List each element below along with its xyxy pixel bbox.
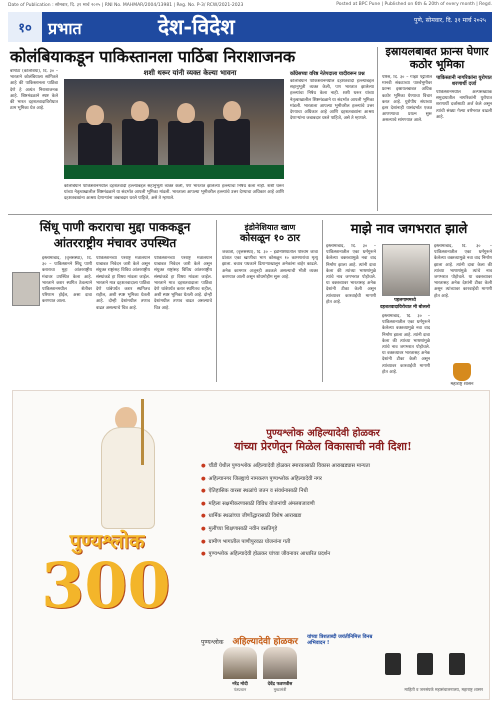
france-body: पॅरिस, दि. ३० – गाझा पट्टीतील मानवी संकटाच्या पार्श्वभूमीवर फ्रान्स इस्रायलबाबत अधिक कठोर भूमिका घेण्याचा विचार करत आहे. युरोपीय संघाच्या इतर देशांनाही यासंदर्भात एकत्र आणण्याचा प्रयत्न सुरू असल्याचे सांगण्यात आले. xyxy=(382,75,432,124)
banner-mid: अहिल्यादेवी होळकर xyxy=(232,637,298,647)
emblem-label: महाराष्ट्र शासन xyxy=(450,382,474,387)
section-title: देश-विदेश xyxy=(158,14,235,39)
colombia-dateline: बोगोटा (कोलंबिया), दि. ३० – भारताने कोलंबियाला सांगितले आहे की पाकिस्तानला पाठिंबा देणे हे अत्यंत निराशाजनक आहे. शिष्टमंडळाने स्पष्ट केले की भारत दहशतवादाविरोधात ठाम भूमिका घेत आहे. xyxy=(10,69,58,112)
ad-footer: माहिती व जनसंपर्क महासंचालनालय, महाराष्ट्र शासन xyxy=(404,687,483,692)
colombia-body-right: कोलंबियाने पाकिस्तानमधील दहशतवादी हल्ल्यांबद्दल सहानुभूती व्यक्त केली, पण भारतात झालेल्या हल्ल्यांचा निषेध केला नाही. शशी थरूर यांच्या नेतृत्वाखालील शिष्टमंडळाने या संदर्भात आपली भूमिका मांडली. भारताला आपल्या भूमीवरील हल्ल्यांचे उत्तर देण्याचा अधिकार आहे आणि दहशतवाद्यांना आश्रय देणाऱ्यांना जबाबदार धरले पाहिजे, असे ते म्हणाले. xyxy=(290,79,374,122)
sindhu-body-1: पाकिस्तानच्या परराष्ट्र मंत्रालयाने याबाबत निवेदन जारी केले असून संयुक्त राष्ट्रांसह विविध आंतरराष्ट्रीय संस्थांकडे हा विषय मांडला जाईल. भारताने मात्र दहशतवादाला पाठिंबा देणे थांबेपर्यंत करार स्थगितच राहील, अशी स्पष्ट भूमिका घेतली आहे. दोन्ही देशांमधील तणाव वाढत असल्याचे चित्र आहे. xyxy=(96,256,150,311)
mazhe-caption-label: पहलगाममध्ये xyxy=(394,298,416,303)
france-sub-body: पाकिस्तानमधील अल्पसंख्याक समुदायातील नागरिकांनी युरोपात शरणार्थी दर्जासाठी अर्ज केले असून त्यांची संख्या गेल्या वर्षभरात वाढली आहे. xyxy=(436,90,492,120)
france-headline: इस्रायलबाबत फ्रान्स घेणार कठोर भूमिका xyxy=(385,45,489,71)
banner-right: यांच्या त्रिशताब्दी जयंतीनिमित्त विनम्र अभिवादन ! xyxy=(307,633,373,646)
colombia-lead-right: काँग्रेसच्या वरिष्ठ नेतेपदाला यादीवरून प्रश्न xyxy=(290,71,365,77)
ad-banner xyxy=(201,629,483,647)
sindhu-dateline: इस्लामाबाद, (वृत्तसंस्था), दि. ३० – पाकिस्तानने सिंधू पाणी कराराचा मुद्दा आंतरराष्ट्रीय मंचावर उपस्थित केला आहे. भारताने करार स्थगित ठेवल्याने पाकिस्तानमधील शेतीवर परिणाम होईल, असा दावा करण्यात आला. xyxy=(42,256,92,305)
mazhe-body-2: इस्लामाबाद, दि. ३० – पाकिस्तानातील एका धर्मगुरूने केलेल्या वक्तव्यामुळे नवा वाद निर्माण झाला आहे. त्यांनी दावा केला की त्यांच्या भाषणांमुळे त्यांचे नाव जगभरात पोहोचले. या वक्तव्यावर भारतासह अनेक देशांनी टीका केली असून त्यांच्यावर कारवाईची मागणी होत आहे. xyxy=(382,314,430,375)
booklet-thumbnail xyxy=(449,653,465,675)
list-item: ● चौंडी येथील पुण्यश्लोक अहिल्यादेवी होळकर स्मारकासाठी विकास आराखड्यास मान्यता xyxy=(201,463,370,469)
leader-1-photo xyxy=(223,647,257,679)
list-item: ● धार्मिक स्थळांच्या जीर्णोद्धारासाठी विशेष आराखडा xyxy=(201,513,302,520)
leader-1-name: नरेंद्र मोदी xyxy=(232,682,248,687)
list-item: ● ग्रामीण भागातील पाणीपुरवठा योजनांना गती xyxy=(201,538,291,545)
achievements-list xyxy=(201,463,479,558)
column-divider xyxy=(377,47,378,211)
delegation-photo xyxy=(64,79,284,179)
leader-2-photo xyxy=(263,647,297,679)
ad-title-2: यांच्या प्रेरणेतून मिळेल विकासाची नवी दिशा! xyxy=(234,440,412,453)
logo-word: पुण्यश्लोक xyxy=(69,529,145,553)
banner-left: पुण्यश्लोक xyxy=(201,639,224,646)
column-divider xyxy=(216,220,217,382)
official-portrait xyxy=(12,272,40,306)
booklet-thumbnail xyxy=(417,653,433,675)
masthead xyxy=(8,12,492,42)
booklet-thumbnail xyxy=(385,653,401,675)
ad-title-1: पुण्यश्लोक अहिल्यादेवी होळकर xyxy=(266,428,380,439)
list-item: ● महिला सक्षमीकरणासाठी विविध योजनांची अंमलबजावणी xyxy=(201,500,315,507)
column-divider xyxy=(322,220,323,382)
mazhe-body-3: इस्लामाबाद, दि. ३० – पाकिस्तानातील एका धर्मगुरूने केलेल्या वक्तव्यामुळे नवा वाद निर्माण झाला आहे. त्यांनी दावा केला की त्यांच्या भाषणांमुळे त्यांचे नाव जगभरात पोहोचले. या वक्तव्यावर भारतासह अनेक देशांनी टीका केली असून त्यांच्यावर कारवाईची मागणी होत आहे. xyxy=(434,244,492,299)
colombia-headline: कोलंबियाकडून पाकिस्तानला पाठिंबा निराशाजनक xyxy=(10,47,296,66)
ahilyadevi-illustration xyxy=(87,399,167,539)
government-advertisement xyxy=(12,382,490,700)
colombia-body-lower: कोलंबियाने पाकिस्तानमधील दहशतवादी हल्ल्यांबद्दल सहानुभूती व्यक्त केली, पण भारतात झालेल्या हल्ल्यांचा निषेध केला नाही. शशी थरूर यांच्या नेतृत्वाखालील शिष्टमंडळाने या संदर्भात आपली भूमिका मांडली. भारताला आपल्या भूमीवरील हल्ल्यांचे उत्तर देण्याचा अधिकार आहे आणि दहशतवाद्यांना आश्रय देणाऱ्यांना जबाबदार धरले पाहिजे, असे ते म्हणाले. xyxy=(64,184,284,202)
indonesia-body: जकार्ता, (वृत्तसंस्था), दि. ३० – इंडोनेशियातील पश्चिम जावा प्रांतात एका खाणीचा भाग कोसळून १० कामगारांचा मृत्यू झाला. बचाव पथकाने ढिगाऱ्याखालून अनेकांना बाहेर काढले. अनेक कामगार अजूनही अडकले असल्याची भीती व्यक्त करण्यात आली असून शोधमोहीम सुरू आहे. xyxy=(222,250,318,280)
sindhu-headline-1: सिंधू पाणी कराराचा मुद्दा पाककडून xyxy=(39,220,191,234)
issue-date: पुणे, सोमवार, दि. ३१ मार्च २०२५ xyxy=(414,17,486,24)
publication-meta xyxy=(8,0,492,10)
maharashtra-emblem xyxy=(449,363,475,387)
page-number: १० xyxy=(8,12,42,42)
indonesia-headline-1: इंडोनेशियात खाण xyxy=(244,222,296,232)
mazhe-headline: माझे नाव जगभरात झाले xyxy=(350,222,468,237)
list-item: ● अहिल्यानगर जिल्ह्याचे नामकरण पुण्यश्लोक अहिल्यादेवी नगर xyxy=(201,475,322,482)
punyashlok-300-logo xyxy=(21,527,191,647)
france-subhead: पाकिस्तानी नागरिकांना युरोपात शरणार्थी दर्जा xyxy=(436,75,492,87)
section-rule xyxy=(8,214,492,215)
mazhe-body-1: इस्लामाबाद, दि. ३० – पाकिस्तानातील एका धर्मगुरूने केलेल्या वक्तव्यामुळे नवा वाद निर्माण झाला आहे. त्यांनी दावा केला की त्यांच्या भाषणांमुळे त्यांचे नाव जगभरात पोहोचले. या वक्तव्यावर भारतासह अनेक देशांनी टीका केली असून त्यांच्यावर कारवाईची मागणी होत आहे. xyxy=(326,244,376,305)
indonesia-headline-2: कोसळून १० ठार xyxy=(239,233,301,244)
meta-right: Posted at BPC Pune | Published on 6th & 20th of every month | Regd. xyxy=(336,2,492,7)
meta-left: Date of Publication : सोमवार, दि. ३१ मार्च २०२५ | RNI No. MAHMAR/2004/13981 | Reg. No. P-3/ RCW/2021-2023 xyxy=(8,3,244,8)
list-item: ● पुण्यश्लोक अहिल्यादेवी होळकर यांच्या जीवनावर आधारित प्रदर्शन xyxy=(201,551,331,558)
cleric-photo xyxy=(382,244,430,296)
logo-number: 300 xyxy=(41,549,171,622)
list-item: ● ऐतिहासिक वारसा स्थळांचे जतन व संवर्धनासाठी निधी xyxy=(201,488,308,495)
leader-2-name: देवेंद्र फडणवीस xyxy=(267,682,293,687)
sindhu-headline-2: आंतरराष्ट्रीय मंचावर उपस्थित xyxy=(53,236,177,250)
list-item: ● मुलींच्या शिक्षणासाठी नवीन वसतिगृहे xyxy=(201,525,278,532)
mazhe-caption: दहशतवादाविरोधात मी बोललो xyxy=(380,305,430,310)
brand-name: प्रभात xyxy=(48,19,82,38)
colombia-photo-caption: शशी थरूर यांनी व्यक्त केल्या भावना xyxy=(143,69,237,77)
emblem-icon xyxy=(453,363,471,381)
leader-1-role: पंतप्रधान xyxy=(233,687,247,692)
sindhu-body-2: पाकिस्तानच्या परराष्ट्र मंत्रालयाने याबाबत निवेदन जारी केले असून संयुक्त राष्ट्रांसह विविध आंतरराष्ट्रीय संस्थांकडे हा विषय मांडला जाईल. भारताने मात्र दहशतवादाला पाठिंबा देणे थांबेपर्यंत करार स्थगितच राहील, अशी स्पष्ट भूमिका घेतली आहे. दोन्ही देशांमधील तणाव वाढत असल्याचे चित्र आहे. xyxy=(154,256,212,311)
leader-2-role: मुख्यमंत्री xyxy=(273,687,287,692)
